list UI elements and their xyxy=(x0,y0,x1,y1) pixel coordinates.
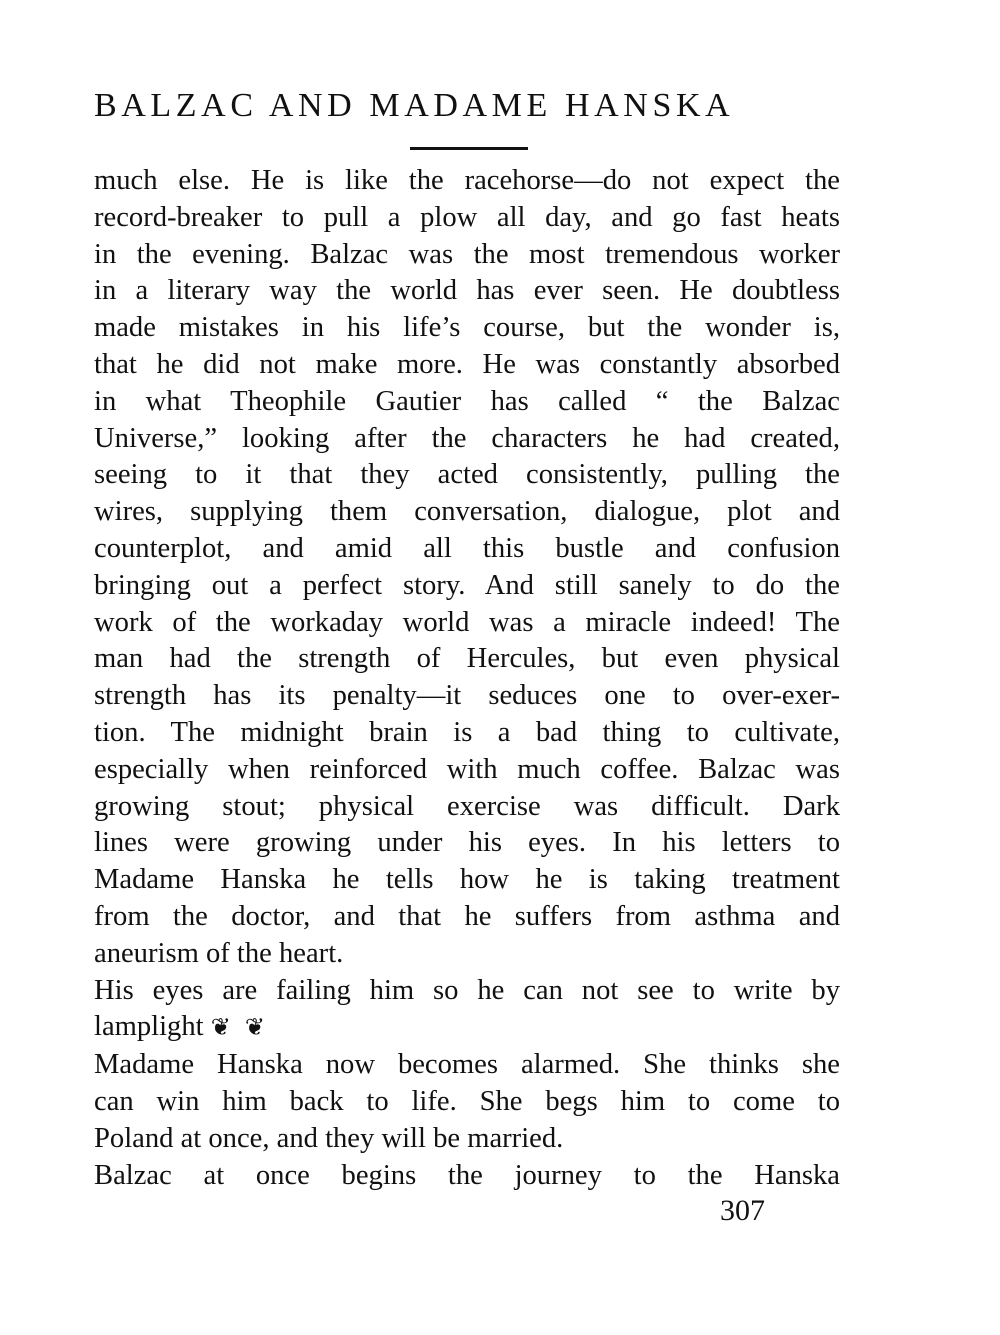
page-number: 307 xyxy=(720,1194,765,1227)
paragraph-2 xyxy=(94,973,840,1048)
text-line: in what Theophile Gautier has called “ the Balzac xyxy=(94,385,840,417)
text-line: Madame Hanska he tells how he is taking treatment xyxy=(94,864,840,896)
text-line: strength has its penalty—it seduces one to over-exer- xyxy=(94,680,840,712)
body-text xyxy=(94,163,840,1194)
fleuron-ornament-icon: ❦ ❦ xyxy=(210,1015,269,1042)
paragraph-1 xyxy=(94,163,840,973)
text-line: record-breaker to pull a plow all day, and go fast heats xyxy=(94,201,840,233)
head-rule xyxy=(410,147,528,150)
text-line: tion. The midnight brain is a bad thing to cultivate, xyxy=(94,716,840,748)
text-line: Universe,” looking after the characters he had created, xyxy=(94,422,840,454)
text-line: seeing to it that they acted consistently, pulling the xyxy=(94,459,840,491)
text-line: aneurism of the heart. xyxy=(94,937,344,969)
text-line: Poland at once, and they will be married. xyxy=(94,1122,564,1154)
text-line: in the evening. Balzac was the most tremendous worker xyxy=(94,238,840,270)
text-line: Balzac at once begins the journey to the Hanska xyxy=(94,1159,840,1191)
text-line-with-ornaments xyxy=(94,1009,840,1047)
text-line: especially when reinforced with much coffee. Balzac was xyxy=(94,753,840,785)
text-line: that he did not make more. He was constantly absorbed xyxy=(94,348,840,380)
running-head: BALZAC AND MADAME HANSKA xyxy=(94,87,735,124)
text-line: His eyes are failing him so he can not see to write by xyxy=(94,974,840,1006)
text-line: growing stout; physical exercise was difficult. Dark xyxy=(94,790,840,822)
text-line: counterplot, and amid all this bustle and confusion xyxy=(94,532,840,564)
text-line: much else. He is like the racehorse—do not expect the xyxy=(94,165,840,196)
text-line: bringing out a perfect story. And still sanely to do the xyxy=(94,569,840,601)
text-line: Madame Hanska now becomes alarmed. She thinks she xyxy=(94,1049,840,1081)
paragraph-4 xyxy=(94,1158,840,1195)
text-line: in a literary way the world has ever seen. He doubtless xyxy=(94,275,840,307)
text-line: work of the workaday world was a miracle indeed! The xyxy=(94,606,840,638)
text-line: from the doctor, and that he suffers from asthma and xyxy=(94,900,840,932)
text-line: lines were growing under his eyes. In his letters to xyxy=(94,827,840,859)
text-line: man had the strength of Hercules, but even physical xyxy=(94,643,840,675)
text-line: wires, supplying them conversation, dialogue, plot and xyxy=(94,496,840,528)
paragraph-3 xyxy=(94,1047,840,1157)
text-line: can win him back to life. She begs him to come to xyxy=(94,1085,840,1117)
text-line: lamplight xyxy=(94,1011,204,1043)
text-line: made mistakes in his life’s course, but the wonder is, xyxy=(94,312,840,344)
